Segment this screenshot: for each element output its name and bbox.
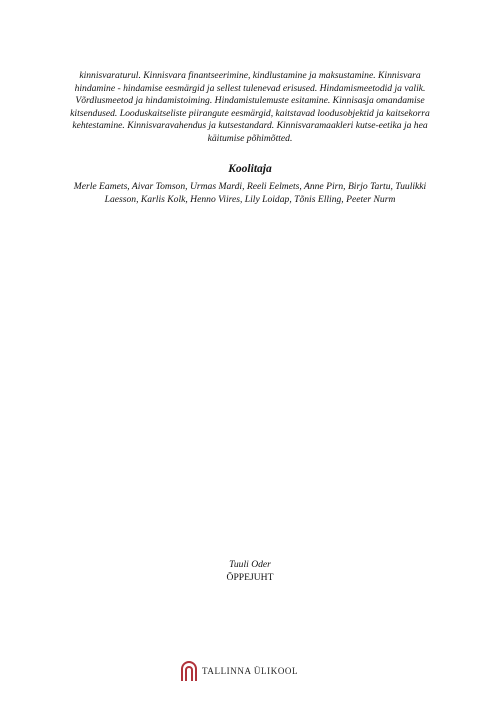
description-line: kinnisvaraturul. Kinnisvara finantseerimine, kindlustamine ja maksustamine. Kinnisvara <box>79 70 421 81</box>
course-description <box>52 70 448 145</box>
trainers-line: Merle Eamets, Aivar Tomson, Urmas Mardi, Reeli Eelmets, Anne Pirn, Birjo Tartu, Tuulikki <box>73 181 427 192</box>
trainers-line: Laesson, Karlis Kolk, Henno Viires, Lily Loidap, Tõnis Elling, Peeter Nurm <box>104 193 396 205</box>
description-line: Võrdlusmeetod ja hindamistoiming. Hindamistulemuste esitamine. Kinnisasja omandamise <box>75 95 425 106</box>
logo-text: TALLINNA ÜLIKOOL <box>202 666 299 676</box>
university-arch-icon <box>180 660 198 682</box>
trainers-heading: Koolitaja <box>228 163 272 175</box>
description-line: hindamine - hindamise eesmärgid ja sellest tulenevad erisused. Hindamismeetodid ja valik. <box>74 82 426 94</box>
signer-role: ÕPPEJUHT <box>226 572 274 583</box>
description-line: kitsendused. Looduskaitseliste piirangute eesmärgid, kaitstavad loodusobjektid ja kaitsekorra <box>70 107 430 119</box>
university-logo <box>180 659 298 683</box>
description-line: kehtestamine. Kinnisvaravahendus ja kutsestandard. Kinnisvaramaakleri kutse-eetika ja hea <box>72 120 428 131</box>
trainers-list <box>30 181 470 206</box>
description-line: käitumise põhimõtted. <box>207 132 293 144</box>
signer-name: Tuuli Oder <box>229 559 271 570</box>
